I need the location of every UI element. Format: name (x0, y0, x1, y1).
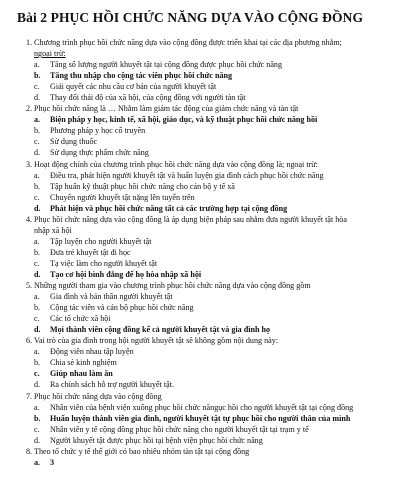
question-number: 3. (26, 159, 33, 169)
option-letter: a. (34, 457, 41, 467)
answer-option (34, 368, 401, 379)
question-2 (26, 103, 401, 114)
option-text: Đưa trẻ khuyết tật đi học (50, 247, 131, 257)
question-text: Những người tham gia vào chương trình phục hồi chức năng dựa vào cộng đồng gồm (34, 281, 311, 291)
answer-option (34, 170, 401, 181)
option-text: Chia sẻ kinh nghiệm (50, 358, 117, 368)
option-text: Biện pháp y học, kinh tế, xã hội, giáo dục, và kỹ thuật phục hồi chức năng hồi (50, 115, 318, 125)
answer-option (34, 247, 401, 258)
option-text: Huấn luyện thành viên gia đình, người khuyết tật tự phục hồi cho người thân của mình (50, 413, 351, 423)
answer-option (34, 59, 401, 70)
option-letter: a. (34, 236, 40, 246)
option-letter: c. (34, 369, 40, 379)
option-text: Giải quyết các nhu cầu cơ bản của người khuyết tật (50, 82, 217, 92)
option-letter: d. (34, 380, 41, 390)
option-text: Cộng tác viên và cán bộ phục hồi chức năng (50, 303, 194, 313)
option-text: Thay đổi thái độ của xã hội, của cộng đồng với người tàn tật (50, 93, 246, 103)
question-7 (26, 391, 401, 402)
option-letter: d. (34, 203, 41, 213)
answer-option (34, 324, 401, 335)
option-letter: a. (34, 60, 40, 70)
option-text: Tăng thu nhập cho cộng tác viên phục hồi chức năng (50, 71, 233, 81)
question-list (26, 37, 401, 468)
answer-option (34, 181, 401, 192)
option-letter: a. (34, 170, 40, 180)
option-text: Ra chính sách hỗ trợ người khuyết tật. (50, 380, 174, 390)
question-text: Phục hồi chức năng dựa vào cộng đồng (34, 391, 162, 401)
question-text: Phục hồi chức năng là … Nhằm làm giảm tác động của giảm chức năng và tàn tật (34, 104, 299, 114)
answer-option (34, 357, 401, 368)
answer-option (34, 147, 401, 158)
option-text: Tạ việc làm cho người khuyết tật (50, 258, 158, 268)
answer-option (34, 92, 401, 103)
option-letter: b. (34, 181, 41, 191)
option-letter: a. (34, 347, 40, 357)
option-letter: b. (34, 126, 41, 136)
option-text: Nhân viên của bệnh viện xuống phục hồi chức năngục hồi cho người khuyết tật tại cộng đồng (50, 402, 354, 412)
option-letter: b. (34, 358, 41, 368)
answer-option (34, 424, 401, 435)
question-5 (26, 280, 401, 291)
option-text: Nhân viên y tế cộng đồng phục hồi chức năng cho người khuyết tật tại trạm y tế (50, 424, 309, 434)
answer-option (34, 236, 401, 247)
option-letter: d. (34, 93, 41, 103)
answer-option (34, 114, 401, 125)
question-text-continued: ngoại trừ: (34, 49, 66, 59)
option-text: Mọi thành viên cộng đồng kể cả người khuyết tật và gia đình họ (50, 325, 271, 335)
answer-option (34, 70, 401, 81)
question-number: 7. (26, 391, 33, 401)
option-text: Điều tra, phát hiện người khuyết tật và huấn luyện gia đình cách phục hồi chức năng (50, 170, 324, 180)
question-number: 4. (26, 214, 33, 224)
question-text: Phục hồi chức năng dựa vào cộng đồng là áp dụng biện pháp sau nhằm đưa người khuyết tật hòa (34, 214, 347, 224)
answer-option (34, 136, 401, 147)
option-text: Sử dụng thuốc (50, 137, 98, 147)
option-letter: b. (34, 303, 41, 313)
question-8 (26, 446, 401, 457)
question-number: 2. (26, 104, 33, 114)
option-text: Tập huấn kỹ thuật phục hồi chức năng cho cán bộ y tế xã (50, 181, 235, 191)
answer-option (34, 435, 401, 446)
answer-option (34, 258, 401, 269)
question-1 (26, 37, 401, 59)
option-letter: c. (34, 137, 40, 147)
answer-option (34, 192, 401, 203)
option-text: Chuyển người khuyết tật nặng lên tuyến trên (50, 192, 195, 202)
option-letter: a. (34, 115, 41, 125)
option-text: Tạo cơ hội bình đẳng để họ hòa nhập xã hội (50, 269, 202, 279)
question-number: 5. (26, 281, 33, 291)
answer-option (34, 413, 401, 424)
answer-option (34, 302, 401, 313)
question-number: 8. (26, 446, 33, 456)
page-title: Bài 2 PHỤC HỒI CHỨC NĂNG DỰA VÀO CỘNG ĐỒNG (17, 10, 364, 25)
option-letter: b. (34, 71, 41, 81)
question-text: Theo tổ chức y tế thế giới có bao nhiêu nhóm tàn tật tại cộng đồng (34, 446, 250, 456)
answer-option (34, 203, 401, 214)
option-text: Giúp nhau làm ăn (50, 369, 113, 379)
answer-option (34, 379, 401, 390)
option-letter: a. (34, 292, 40, 302)
question-number: 1. (26, 38, 33, 47)
option-text: 3 (50, 457, 55, 467)
option-text: Sử dụng thực phẩm chức năng (50, 148, 149, 158)
answer-option (34, 269, 401, 280)
question-6 (26, 335, 401, 346)
answer-option (34, 457, 401, 468)
option-letter: b. (34, 247, 41, 257)
option-text: Phát hiện và phục hồi chức năng tất cả các trường hợp tại cộng đồng (50, 203, 288, 213)
option-letter: c. (34, 258, 40, 268)
answer-option (34, 81, 401, 92)
option-text: Phương pháp y học cổ truyền (50, 126, 146, 136)
option-text: Gia đình và bản thân người khuyết tật (50, 292, 173, 302)
option-letter: a. (34, 402, 40, 412)
question-text: Hoạt động chính của chương trình phục hồi chức năng dựa vào cộng đồng là; ngoại trừ: (34, 159, 318, 169)
option-text: Người khuyết tật được phục hồi tại bệnh viện phục hồi chức năng (50, 435, 263, 445)
question-text: Vai trò của gia đình trong hội người khuyết tật sẽ không gồm nội dung này: (34, 336, 279, 346)
option-letter: c. (34, 82, 40, 92)
option-text: Các tổ chức xã hội (50, 314, 111, 324)
question-4 (26, 214, 401, 236)
answer-option (34, 402, 401, 413)
question-3 (26, 159, 401, 170)
answer-option (34, 346, 401, 357)
answer-option (34, 291, 401, 302)
option-letter: c. (34, 192, 40, 202)
option-text: Động viên nhau tập luyện (50, 347, 134, 357)
question-number: 6. (26, 336, 33, 346)
option-letter: d. (34, 269, 41, 279)
option-letter: d. (34, 435, 41, 445)
option-text: Tăng số lượng người khuyết tật tại cộng đồng được phục hồi chức năng (50, 60, 283, 70)
option-letter: d. (34, 148, 41, 158)
option-text: Tập luyện cho người khuyết tật (50, 236, 152, 246)
option-letter: c. (34, 314, 40, 324)
question-text-continued: nhập xã hội (34, 225, 72, 235)
option-letter: d. (34, 325, 41, 335)
answer-option (34, 125, 401, 136)
answer-option (34, 313, 401, 324)
option-letter: b. (34, 413, 41, 423)
question-text: Chương trình phục hồi chức năng dựa vào cộng đồng được triển khai tại các địa phương nhằm; (34, 38, 342, 47)
option-letter: c. (34, 424, 40, 434)
